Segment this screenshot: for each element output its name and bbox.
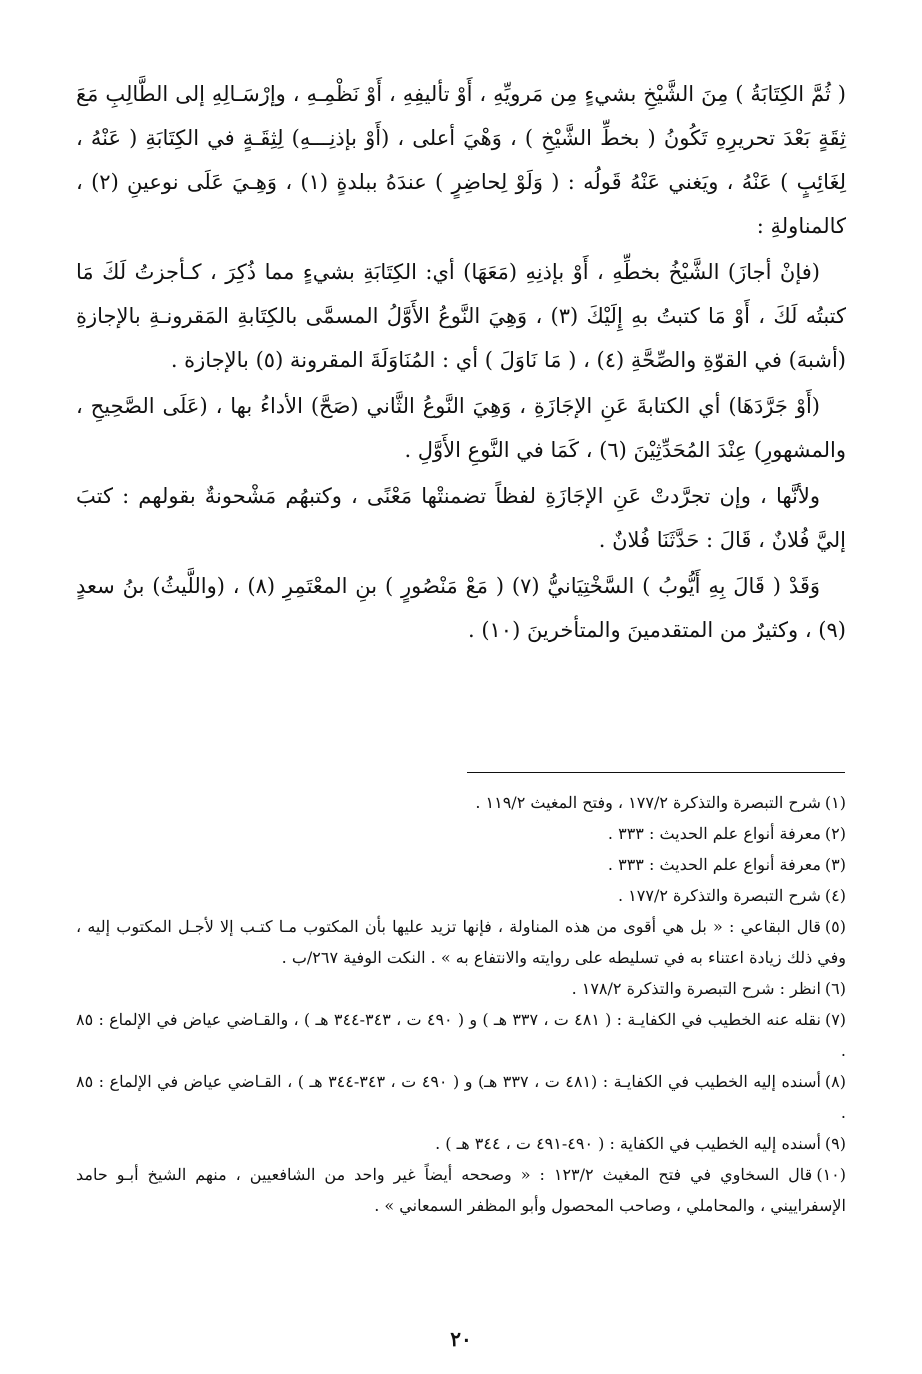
footnote-5 (76, 911, 846, 973)
footnote-number: (٣) (824, 855, 846, 874)
footnote-divider (467, 772, 845, 773)
footnote-number: (١) (824, 793, 846, 812)
paragraph-2: (فإنْ أجازَ) الشَّيْخُ بخطِّهِ ، أَوْ بإذنِهِ (مَعَهَا) أي: الكِتَابَةِ بشيءٍ مما ذُكِرَ ، كـأجزتُ لَكَ مَا كتبتُه لَكَ ، أَوْ مَا كتبتُ بهِ إِلَيْكَ (٣) ، وَهِيَ النَّوعُ الأَوَّلُ المسمَّى بالكِتَابةِ المَقرونـةِ بالإجازةِ (أشبهَ) في القوّةِ والصِّحَّةِ (٤) ، ( مَا نَاوَلَ ) أي : المُنَاوَلَةَ المقرونة (٥) بالإجازة . (76, 260, 846, 372)
footnote-text: أسنده إليه الخطيب في الكفاية : ( ٤٩٠-٤٩١ ت ، ٣٤٤ هـ ) . (435, 1134, 821, 1153)
main-text (76, 72, 846, 654)
footnote-number: (٩) (824, 1134, 846, 1153)
footnote-10 (76, 1159, 846, 1221)
footnote-1 (76, 787, 846, 818)
footnote-3 (76, 849, 846, 880)
footnote-2 (76, 818, 846, 849)
footnote-text: قال البقاعي : « بل هي أقوى من هذه المناولة ، فإنها تزيد عليها بأن المكتوب مـا كتـب إلا لأجـل المكتوب إليه ، وفي ذلك زيادة اعتناء به في تسليطه على روايته والانتفاع به » . النكت الوفية ٢٦٧/ب . (76, 917, 846, 967)
footnote-text: انظر : شرح التبصرة والتذكرة ١٧٨/٢ . (571, 979, 821, 998)
footnote-number: (٧) (824, 1010, 847, 1029)
paragraph-1: ( ثُمَّ الكِتَابَةُ ) مِنَ الشَّيْخِ بشيءٍ مِن مَرويِّهِ ، أَوْ تأليفِهِ ، أَوْ نَظْمِـهِ ، وإرْسَـالِهِ إلى الطَّالِبِ مَعَ ثِقَةٍ بَعْدَ تحريرِهِ تَكُونُ ( بخطِّ الشَّيْخِ ) ، وَهْيَ أعلى ، (أَوْ بإذنِـــهِ) لِثِقَـةٍ في الكِتَابَةِ ( عَنْهُ ، لِغَائِبٍ ) عَنْهُ ، ويَغني عَنْهُ قَولُه : ( وَلَوْ لِحاضِرٍ ) عندَهُ ببلدةٍ (١) ، وَهِـيَ عَلَى نوعينِ (٢) ، كالمناولةِ : (76, 82, 846, 238)
footnote-text: قال السخاوي في فتح المغيث ١٢٣/٢ : « وصححه أيضاً غير واحد من الشافعيين ، منهم الشيخ أبـو حامد الإسفراييني ، والمحاملي ، وصاحب المحصول وأبو المظفر السمعاني » . (76, 1165, 846, 1215)
footnote-9 (76, 1128, 846, 1159)
footnote-number: (٤) (824, 886, 846, 905)
paragraph-4: ولأنَّها ، وإن تجرَّدتْ عَنِ الإجَازَةِ لفظاً تضمنتْها مَعْنًى ، وكتبهُم مَشْحونةٌ بقولهم : كتبَ إليَّ فُلانٌ ، قَالَ : حَدَّثَنَا فُلانٌ . (76, 484, 846, 552)
footnote-number: (٢) (824, 824, 846, 843)
footnote-text: شرح التبصرة والتذكرة ١٧٧/٢ ، وفتح المغيث ١١٩/٢ . (475, 793, 821, 812)
page-number: ٢٠ (450, 1327, 472, 1351)
footnotes (76, 787, 846, 1221)
paragraph-5: وَقَدْ ( قَالَ بِهِ أَيُّوبُ ) السَّخْتِيَانيُّ (٧) ( مَعْ مَنْصُورٍ ) بنِ المعْتَمِرِ (٨) ، (واللَّيثُ) بنُ سعدٍ (٩) ، وكثيرٌ من المتقدمينَ والمتأخرينَ (١٠) . (76, 574, 846, 642)
footnote-text: معرفة أنواع علم الحديث : ٣٣٣ . (607, 824, 821, 843)
footnote-text: معرفة أنواع علم الحديث : ٣٣٣ . (607, 855, 821, 874)
footnote-number: (١٠) (816, 1165, 846, 1184)
footnote-8 (76, 1066, 846, 1128)
footnote-7 (76, 1004, 846, 1066)
footnote-number: (٦) (824, 979, 846, 998)
footnote-6 (76, 973, 846, 1004)
footnote-4 (76, 880, 846, 911)
footnote-text: أسنده إليه الخطيب في الكفايـة : (٤٨١ ت ، ٣٣٧ هـ) و ( ٤٩٠ ت ، ٣٤٣-٣٤٤ هـ ) ، القـاضي عياض في الإلماع : ٨٥ . (76, 1072, 846, 1122)
footnote-number: (٥) (824, 917, 846, 936)
footnote-text: شرح التبصرة والتذكرة ١٧٧/٢ . (617, 886, 821, 905)
footnote-number: (٨) (824, 1072, 847, 1091)
paragraph-3: (أَوْ جَرَّدَهَا) أي الكتابةَ عَنِ الإجَازَةِ ، وَهِيَ النَّوعُ الثَّاني (صَحَّ) الأداءُ بها ، (عَلَى الصَّحِيحِ ، والمشهورِ) عِنْدَ المُحَدِّثِيْنَ (٦) ، كَمَا في النَّوعِ الأَوَّلِ . (76, 394, 846, 462)
footnote-text: نقله عنه الخطيب في الكفايـة : ( ٤٨١ ت ، ٣٣٧ هـ ) و ( ٤٩٠ ت ، ٣٤٣-٣٤٤ هـ ) ، والقـاضي عياض في الإلماع : ٨٥ . (76, 1010, 846, 1060)
